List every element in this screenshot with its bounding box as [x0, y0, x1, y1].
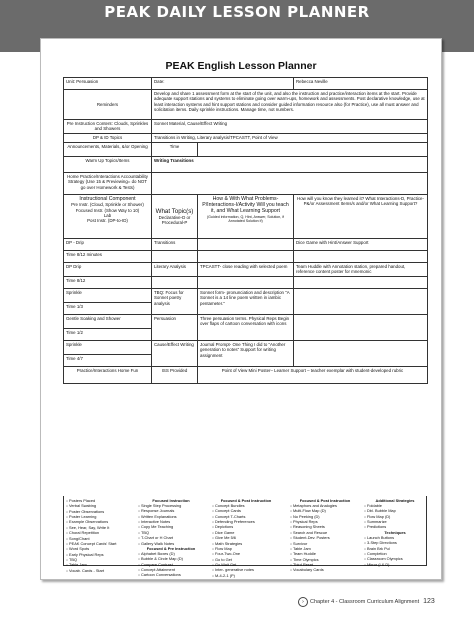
- what-topic: What Topic(s): [155, 207, 194, 215]
- strategy-item: ○ 3-Step Directions: [364, 540, 426, 545]
- journal-text: Journal Prompt- One Thing I did to “Another generation to notes” Support for writing assignment: [198, 341, 294, 367]
- strategy-head-2b: Focused & Pre Instruction: [146, 545, 196, 551]
- page-number: 123: [423, 598, 435, 605]
- strategy-list-5: [364, 503, 426, 530]
- strategy-item: ○ Give Me 5/6: [212, 535, 280, 540]
- persuasion-text: Three persuasion terms. Physical Reps Begin over flaps of cartoon conversation with icons: [198, 315, 294, 341]
- strategy-item: ○ Four-Two-One: [212, 551, 280, 556]
- tpcastt: TPCASTT- close reading with selected poem: [198, 263, 294, 277]
- strategy-item: ○ Launch Buttons: [364, 535, 426, 540]
- sprinkle: Sprinkle: [64, 289, 152, 303]
- unit-cell: Unit: Persuasion: [64, 78, 152, 90]
- how-with-cell: [198, 195, 294, 239]
- strategy-item: ○ Concept T-Charts: [212, 514, 280, 519]
- strategy-item: ○ See, Hear, Say, Write It: [66, 525, 126, 530]
- strategy-item: ○ Multi-Flow Map (D): [290, 508, 360, 513]
- strategy-head-5b: Techniques: [384, 529, 406, 535]
- sonnet-text: Sonnet form- pronunciation and description "A Sonnet is a 14 line poem written in iambic pentameter.": [198, 289, 294, 315]
- home-text: [152, 173, 428, 195]
- empty-cell: [198, 239, 294, 251]
- transitions: Transitions: [152, 239, 198, 251]
- instr-component: [64, 195, 152, 239]
- sprinkle-2: Sprinkle: [64, 341, 152, 355]
- chapter-arrow-icon: ›: [298, 597, 308, 607]
- strategy-head-3: Focused & Post Instruction: [220, 498, 272, 503]
- chapter-label: Chapter 4 - Classroom Curriculum Alignment: [310, 599, 420, 605]
- strategy-item: ○ T-Chart or H Chart: [138, 535, 204, 540]
- dp-drip-2: DP Drip: [64, 263, 152, 277]
- how-with-sub: (Guided information, Q, Hint, Answer, Solution, if Annotated Solution if): [206, 214, 285, 224]
- how-know: How will you know they learned it? What Interactions-D, Practice-P&/or Assessment Items/s and/or What Learning Support?: [294, 195, 428, 239]
- strategies-panel: [63, 496, 427, 578]
- announce-label: Announcements, Materials, &/or Opening: [64, 143, 152, 157]
- time-1-3: Time 1/3: [64, 303, 152, 315]
- strategy-item: ○ Flow Map: [212, 546, 280, 551]
- strategy-item: ○ Table Jam: [290, 546, 360, 551]
- team-huddle: Team Huddle with Annotation station, prepared handout, reference content poster for mnemonic: [294, 263, 428, 277]
- strategy-item: ○ Interactive Notes: [138, 519, 204, 524]
- iss-label: ISS Provided: [152, 367, 198, 384]
- strategy-item: ○ Third Reset: [290, 562, 360, 567]
- strategy-list-5b: [364, 535, 426, 567]
- strategy-item: ○ Verbal Swabing: [66, 503, 126, 508]
- strategy-item: ○ Summarize: [364, 519, 426, 524]
- empty-cell: [294, 251, 428, 263]
- strategy-item: ○ Completion: [364, 551, 426, 556]
- time-8-12-min: Time 8/12 minutes: [64, 251, 152, 263]
- strategy-item: ○ Reasoning Sheets: [290, 524, 360, 529]
- strategy-item: ○ PEAK Concept Cards' Start: [66, 541, 126, 546]
- page-title: PEAK English Lesson Planner: [165, 60, 317, 72]
- strategy-item: ○ Mirror (I & D): [364, 562, 426, 567]
- empty-cell: [294, 315, 428, 341]
- empty-cell: [198, 277, 294, 289]
- strategy-item: ○ M-4-2-1 (P): [212, 573, 280, 578]
- strategy-item: ○ Foldable: [364, 503, 426, 508]
- strategy-item: ○ Single Step Processing: [138, 503, 204, 508]
- strategy-item: ○ TBQ: [138, 530, 204, 535]
- announce-text: [198, 143, 428, 157]
- strategy-item: ○ Copy Me Teaching: [138, 524, 204, 529]
- strategy-item: ○ Predictions: [364, 524, 426, 529]
- what-topic-cell: [152, 195, 198, 239]
- pov-text: Point of View Mini Poster– Learner Support – teacher exemplar with student-developed rubric: [198, 367, 428, 384]
- practice-label: Practice/Interactions Home Fun: [64, 367, 152, 384]
- literary: Literary Analysis: [152, 263, 198, 277]
- strategy-item: ○ Student-Dev. Posters: [290, 535, 360, 540]
- planner-page: [40, 38, 442, 580]
- warmup-label: Warm Up Topics/Items: [64, 157, 152, 173]
- strategy-list-2: [138, 503, 204, 546]
- strategy-item: ○ Response Journals: [138, 508, 204, 513]
- strategy-item: ○ Concept Cards: [212, 508, 280, 513]
- planner-table: [63, 77, 428, 384]
- how-with: How & With What Problems-P/Interactions-I/Activity Will you teach it, and What Learning Support: [202, 196, 289, 215]
- strategy-item: ○ No Peeking (D): [290, 514, 360, 519]
- strategy-item: ○ Alphabet Boxes (D): [138, 551, 204, 556]
- strategy-item: ○ Metaphors and Analogies: [290, 503, 360, 508]
- strategy-item: ○ Table Jam: [66, 562, 126, 567]
- strategy-item: ○ Inter- generative notes: [212, 567, 280, 572]
- strategy-item: ○ Cartoon Conversations: [138, 572, 204, 577]
- strategy-col-3: [212, 498, 280, 578]
- strategy-item: ○ Dice Game: [212, 530, 280, 535]
- strategy-col-4: [290, 498, 360, 573]
- strategy-item: ○ Go Wait Get: [212, 562, 280, 567]
- strategy-item: ○ Choral Repetition: [66, 530, 126, 535]
- strategy-item: ○ Song/Chant: [66, 536, 126, 541]
- empty-cell: [152, 251, 198, 263]
- announce-time: Time: [152, 143, 198, 157]
- strategy-item: ○ Depictions: [212, 524, 280, 529]
- tbq-focus: TBQ: Focus for Sonnet poetry analysis: [152, 289, 198, 315]
- content-text: Sonnet Material, Cause/Effect Writing: [152, 120, 428, 134]
- strategy-item: ○ Written Explanations: [138, 514, 204, 519]
- strategy-item: ○ Vocabulary Cards: [290, 567, 360, 572]
- strategy-col-5: [364, 498, 426, 567]
- post-instr: Post Instr. (DP-to-ID): [87, 218, 128, 224]
- focused-instr: Focused Instr. (Show Way to 10): [75, 207, 140, 213]
- strategy-list-4: [290, 503, 360, 573]
- time-8-12: Time 8/12: [64, 277, 152, 289]
- reminders-label: Reminders: [64, 90, 152, 120]
- strategy-item: ○ Poster Observations: [66, 509, 126, 514]
- empty-cell: [198, 251, 294, 263]
- strategy-item: ○ Example Observations: [66, 519, 126, 524]
- teacher-cell: Rebecca Neville: [294, 78, 428, 90]
- gentle: Gentle Soaking and Shower: [64, 315, 152, 329]
- topics-label: DP & ID Topics: [64, 134, 152, 143]
- strategy-list-1: [66, 498, 126, 573]
- reminders-text: Develop and share 1 assessment form at the start of the unit, and also the instruction and practice/interaction items at the start. Provide adequate support stations and systems to eliminate going over warm-ups, homework and assessments. Post declarative knowledge, use at least interaction systems and hint support stations and consider guided information resource also (for Practice), use all must answer and solicitation items. Daily sprinkle instructions. Manage time, not numbers.: [152, 90, 428, 120]
- strategy-item: ○ Go to Get: [212, 557, 280, 562]
- dp-drip: DP - Drip: [64, 239, 152, 251]
- date-cell: Date:: [152, 78, 294, 90]
- strategy-item: ○ Team Huddle: [290, 551, 360, 556]
- strategy-item: ○ Search and Rescue: [290, 530, 360, 535]
- strategy-item: ○ Defending Preferences: [212, 519, 280, 524]
- strategy-head-5: Additional Strategies: [375, 498, 415, 503]
- topics-text: Transitions in Writing, Literary analysis/TPCASTT, Point of View: [152, 134, 428, 143]
- strategy-item: ○ Math Strategies: [212, 541, 280, 546]
- empty-cell: [294, 289, 428, 315]
- strategy-item: ○ Concept Attainment: [138, 567, 204, 572]
- strategy-item: ○ Classroom Olympics: [364, 556, 426, 561]
- strategy-item: ○ Flow Map (D): [364, 514, 426, 519]
- strategy-item: ○ TBQ: [66, 557, 126, 562]
- dice-game: Dice Game with Hint/Answer Support: [294, 239, 428, 251]
- strategy-item: ○ Bubble & Circle Map (D): [138, 556, 204, 561]
- strategy-list-2b: [138, 551, 204, 578]
- empty-cell: [294, 277, 428, 289]
- lab-label: Lab: [103, 212, 112, 218]
- strategy-item: ○ Time Olympics: [290, 557, 360, 562]
- what-topic-sub: Declarative-D or Procedural-P: [158, 214, 191, 226]
- strategy-col-2: [138, 498, 204, 578]
- empty-cell: [152, 277, 198, 289]
- warmup-text: Writing Transitions: [152, 157, 428, 173]
- strategy-item: ○ Posters Placed: [66, 498, 126, 503]
- strategy-item: ○ Poster Learning: [66, 514, 126, 519]
- time-4-7: Time 4/7: [64, 355, 152, 367]
- persuasion: Persuasion: [152, 315, 198, 341]
- strategy-item: ○ Vocab. Cards - Start: [66, 568, 126, 573]
- strategy-item: ○ Survivor: [290, 541, 360, 546]
- time-1-2: Time 1/2: [64, 329, 152, 341]
- strategy-item: ○ Word Spots: [66, 546, 126, 551]
- strategy-list-3: [212, 503, 280, 578]
- strategy-head-4: Focused & Post Instruction: [299, 498, 351, 503]
- strategy-item: ○ Physical Reps: [290, 519, 360, 524]
- cause-effect: Cause/Effect Writing: [152, 341, 198, 367]
- page-footer: [310, 598, 435, 605]
- content-label: Pre Instruction Content: Clouds, Sprinkles and Showers: [64, 120, 152, 134]
- strategy-item: ○ Compare Contrast: [138, 562, 204, 567]
- banner-title: PEAK DAILY LESSON PLANNER: [104, 3, 370, 21]
- strategy-col-1: [66, 498, 126, 573]
- strategy-item: ○ Early Physical Reps: [66, 552, 126, 557]
- strategy-item: ○ Dbl. Bubble Map: [364, 508, 426, 513]
- home-label: Home Practice/Interactions Accountability Strategy (Use 15 & Previewing= do NOT go over Homework & Tests): [64, 173, 152, 195]
- instr-label: Instructional Component: [79, 196, 136, 202]
- pre-instr: Pre Instr. (Cloud, Sprinkle or Shower): [71, 202, 144, 208]
- strategy-item: ○ Gallery Walk Notes: [138, 541, 204, 546]
- strategy-item: ○ Concept Bundles: [212, 503, 280, 508]
- empty-cell: [294, 341, 428, 367]
- strategy-head-2: Focused Instruction: [152, 498, 190, 503]
- strategy-item: ○ Brain Brk Pul: [364, 546, 426, 551]
